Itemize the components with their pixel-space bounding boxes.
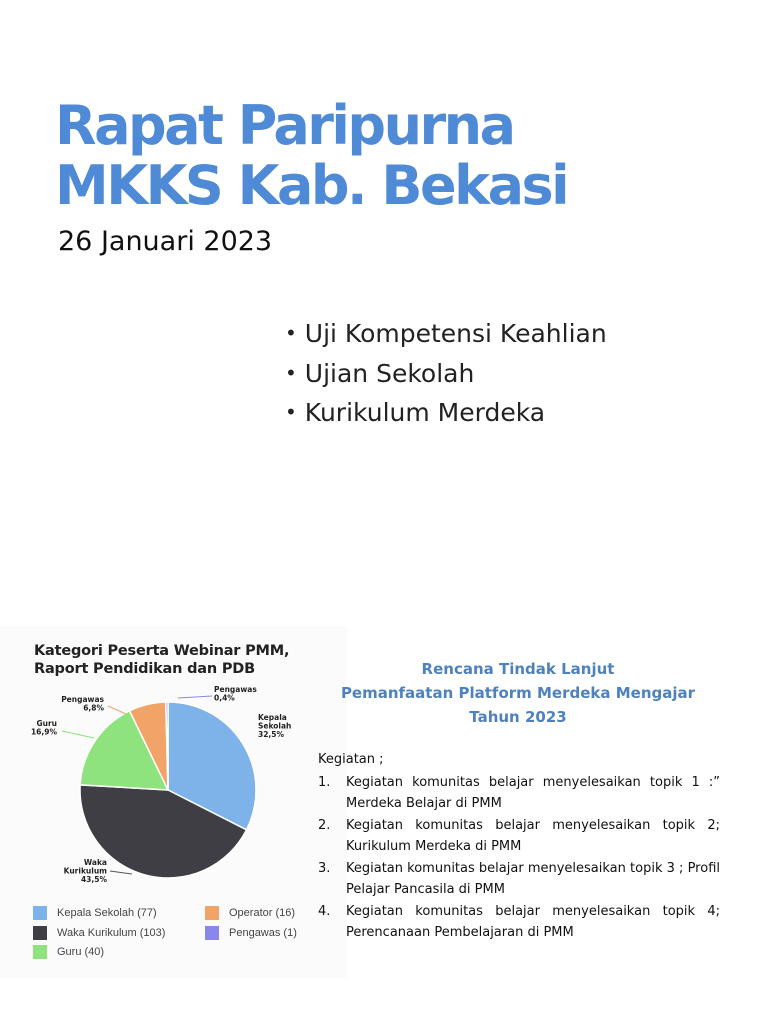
agenda-item xyxy=(285,354,607,394)
activity-item xyxy=(318,858,720,901)
activity-section xyxy=(318,749,720,944)
legend-swatch xyxy=(33,945,47,959)
pie-chart-panel xyxy=(0,626,347,978)
activity-number: 1. xyxy=(318,774,331,790)
agenda-item xyxy=(285,314,607,354)
legend-swatch xyxy=(205,926,219,940)
chart-title-line-2: Raport Pendidikan dan PDB xyxy=(34,661,255,677)
follow-up-heading-line-3: Tahun 2023 xyxy=(469,708,567,726)
legend-label: Guru (40) xyxy=(57,946,105,958)
pie-slice-label: Guru 16,9% xyxy=(30,719,57,737)
pie-slice-label: Waka Kurikulum 43,5% xyxy=(63,858,107,884)
activity-number: 2. xyxy=(318,817,331,833)
legend-item xyxy=(33,906,157,920)
legend-swatch xyxy=(33,906,47,920)
pie-slice-label: Pengawas 6,8% xyxy=(61,695,104,713)
page-title xyxy=(55,96,567,216)
legend-item xyxy=(205,906,295,920)
activity-text: Kegiatan komunitas belajar menyelesaikan topik 1 :” Merdeka Belajar di PMM xyxy=(346,774,720,811)
activity-text: Kegiatan komunitas belajar menyelesaikan topik 2; Kurikulum Merdeka di PMM xyxy=(346,817,720,854)
pie-slice-label: Pengawas 0,4% xyxy=(214,685,257,703)
activity-number: 4. xyxy=(318,903,331,919)
legend-item xyxy=(33,926,165,940)
bullet-icon: • xyxy=(285,321,297,345)
activity-list xyxy=(318,772,720,944)
chart-title xyxy=(34,642,289,678)
title-line-2: MKKS Kab. Bekasi xyxy=(55,154,568,217)
pie-label-connector xyxy=(62,731,94,738)
agenda-item-label: Ujian Sekolah xyxy=(304,358,475,388)
activity-item xyxy=(318,815,720,858)
pie-label-connector xyxy=(108,706,126,714)
title-line-1: Rapat Paripurna xyxy=(55,94,514,157)
meeting-date: 26 Januari 2023 xyxy=(58,226,273,257)
pie-label-connector xyxy=(110,871,132,874)
bullet-icon: • xyxy=(285,360,297,385)
chart-title-line-1: Kategori Peserta Webinar PMM, xyxy=(34,643,290,659)
legend-item xyxy=(33,945,104,959)
legend-item xyxy=(205,926,297,940)
activity-number: 3. xyxy=(318,860,331,876)
pie-label-connector xyxy=(178,696,212,698)
follow-up-heading xyxy=(318,657,718,729)
activity-item xyxy=(318,901,720,944)
bullet-icon: • xyxy=(285,400,297,424)
legend-label: Waka Kurikulum (103) xyxy=(57,927,166,939)
activity-text: Kegiatan komunitas belajar menyelesaikan topik 4; Perencanaan Pembelajaran di PMM xyxy=(346,903,720,940)
agenda-list xyxy=(285,314,607,433)
legend-label: Kepala Sekolah (77) xyxy=(57,907,157,919)
agenda-item-label: Uji Kompetensi Keahlian xyxy=(304,319,607,348)
pie-slice-label: Kepala Sekolah 32,5% xyxy=(258,713,292,739)
follow-up-heading-line-1: Rencana Tindak Lanjut xyxy=(421,660,615,678)
activity-text: Kegiatan komunitas belajar menyelesaikan topik 3 ; Profil Pelajar Pancasila di PMM xyxy=(346,860,720,897)
legend-label: Pengawas (1) xyxy=(229,927,297,939)
legend-swatch xyxy=(205,906,219,920)
follow-up-heading-line-2: Pemanfaatan Platform Merdeka Mengajar xyxy=(340,684,696,702)
legend-label: Operator (16) xyxy=(229,907,296,919)
activity-intro: Kegiatan ; xyxy=(318,752,384,767)
legend-swatch xyxy=(33,926,47,940)
agenda-item-label: Kurikulum Merdeka xyxy=(304,398,546,427)
activity-item xyxy=(318,772,720,815)
agenda-item xyxy=(285,393,607,433)
